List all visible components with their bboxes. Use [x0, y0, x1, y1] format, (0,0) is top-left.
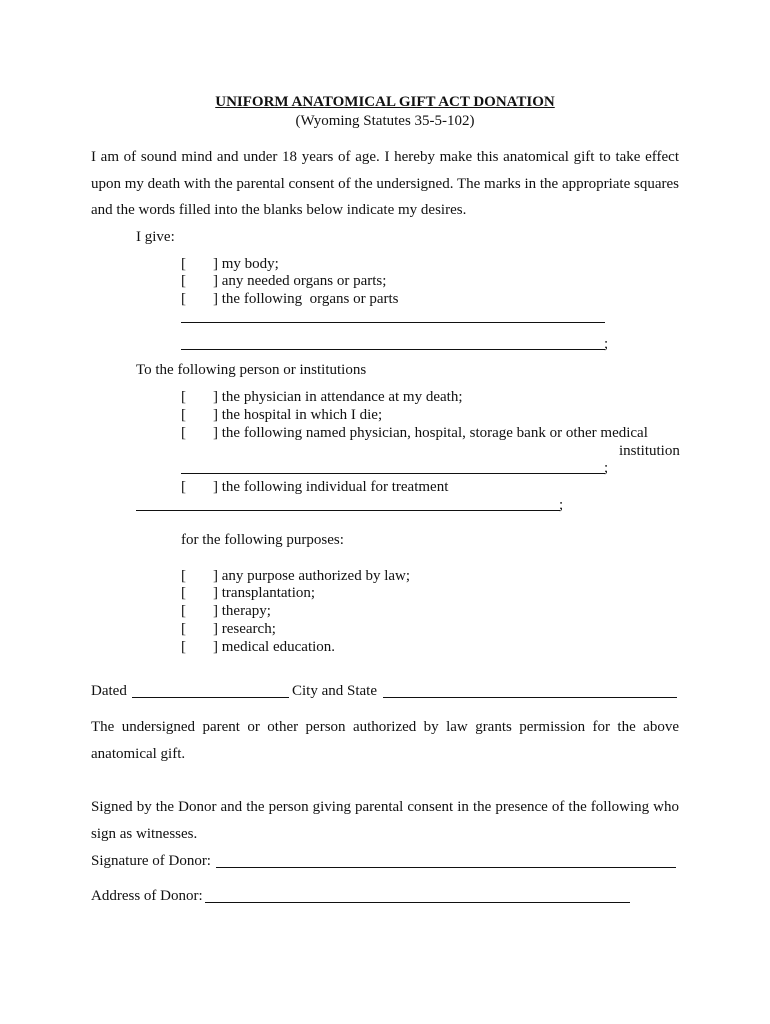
- physician-checkbox[interactable]: [: [181, 389, 186, 405]
- document-title: UNIFORM ANATOMICAL GIFT ACT DONATION: [215, 94, 555, 110]
- gift-body-label: ] my body;: [213, 256, 279, 272]
- individual-checkbox[interactable]: [: [181, 479, 186, 495]
- purpose-therapy-label: ] therapy;: [213, 603, 271, 619]
- individual-label: ] the following individual for treatment: [213, 479, 449, 495]
- purpose-research-checkbox[interactable]: [: [181, 621, 186, 637]
- permission-paragraph: The undersigned parent or other person authorized by law grants permission for the above anatomical gift.: [91, 719, 679, 762]
- gift-following-label: ] the following organs or parts: [213, 291, 399, 307]
- gift-following-checkbox[interactable]: [: [181, 291, 186, 307]
- document-subtitle: (Wyoming Statutes 35-5-102): [295, 113, 475, 129]
- purpose-transplantation-label: ] transplantation;: [213, 585, 316, 601]
- purpose-therapy-checkbox[interactable]: [: [181, 603, 186, 619]
- named-institution-checkbox[interactable]: [: [181, 425, 186, 441]
- recipient-heading: To the following person or institutions: [136, 362, 367, 378]
- signature-label: Signature of Donor:: [91, 853, 211, 869]
- purpose-transplantation-checkbox[interactable]: [: [181, 585, 186, 601]
- signature-blank-line[interactable]: [216, 867, 676, 868]
- intro-paragraph: I am of sound mind and under 18 years of age. I hereby make this anatomical gift to take effect upon my death with the parental consent of the undersigned. The marks in the appropriate squares and the words filled into the blanks below indicate my desires.: [91, 149, 679, 218]
- purpose-any-label: ] any purpose authorized by law;: [213, 568, 411, 584]
- semicolon: ;: [604, 336, 609, 352]
- hospital-checkbox[interactable]: [: [181, 407, 186, 423]
- semicolon: ;: [559, 497, 564, 513]
- city-state-blank-line[interactable]: [383, 697, 677, 698]
- purpose-any-checkbox[interactable]: [: [181, 568, 186, 584]
- organs-blank-line-1[interactable]: [181, 322, 605, 323]
- purpose-education-checkbox[interactable]: [: [181, 639, 186, 655]
- city-state-label: City and State: [292, 683, 377, 699]
- hospital-label: ] the hospital in which I die;: [213, 407, 383, 423]
- gift-body-checkbox[interactable]: [: [181, 256, 186, 272]
- individual-blank-line[interactable]: [136, 510, 560, 511]
- dated-blank-line[interactable]: [132, 697, 289, 698]
- witness-paragraph: Signed by the Donor and the person giving parental consent in the presence of the following who sign as witnesses.: [91, 799, 679, 842]
- institution-word: institution: [619, 443, 680, 459]
- address-blank-line[interactable]: [205, 902, 630, 903]
- purpose-education-label: ] medical education.: [213, 639, 336, 655]
- institution-blank-line[interactable]: [181, 473, 605, 474]
- dated-label: Dated: [91, 683, 127, 699]
- semicolon: ;: [604, 460, 609, 476]
- purposes-heading: for the following purposes:: [181, 532, 344, 548]
- gift-organs-label: ] any needed organs or parts;: [213, 273, 387, 289]
- purpose-research-label: ] research;: [213, 621, 276, 637]
- organs-blank-line-2[interactable]: [181, 349, 605, 350]
- named-institution-label: ] the following named physician, hospital, storage bank or other medical: [213, 425, 648, 441]
- i-give-label: I give:: [136, 229, 175, 245]
- physician-label: ] the physician in attendance at my death;: [213, 389, 463, 405]
- gift-organs-checkbox[interactable]: [: [181, 273, 186, 289]
- address-label: Address of Donor:: [91, 888, 203, 904]
